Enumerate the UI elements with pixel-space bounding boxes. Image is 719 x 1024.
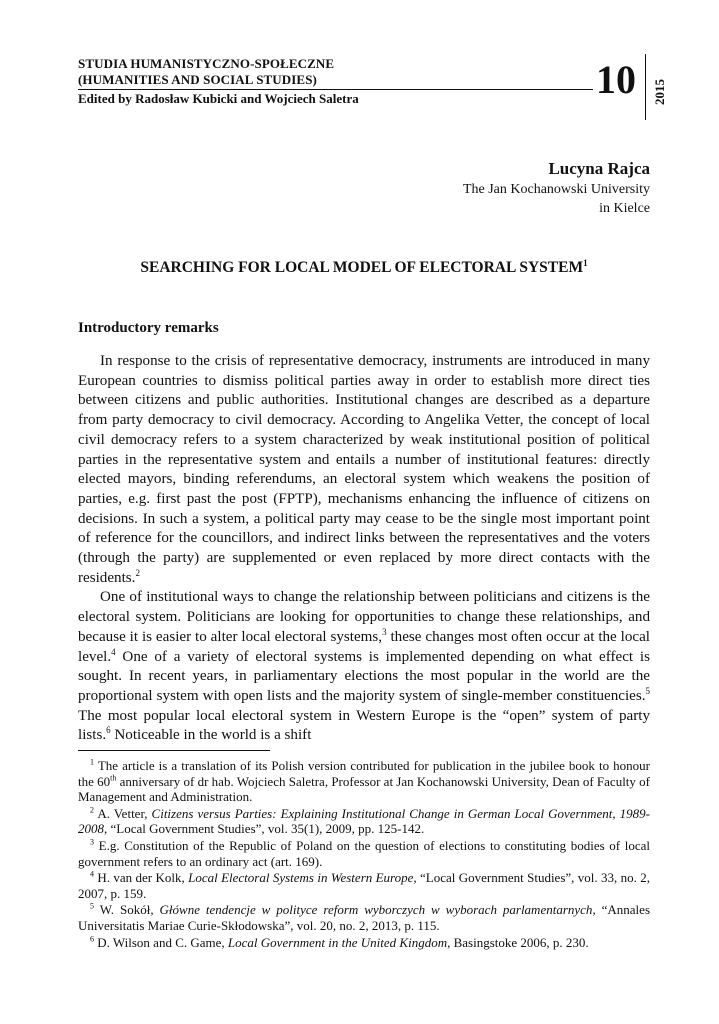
footnote-5-text-b: , “Annales Universitatis Mariae Curie-Skłodowska”, vol. 20, no. 2, 2013, p. 115. <box>78 902 651 933</box>
footnote-3-text: E.g. Constitution of the Republic of Poland on the question of elections to constituting bodies of local government refers to an ordinary act (art. 169). <box>78 837 651 869</box>
issue-divider <box>645 54 646 120</box>
journal-header <box>78 56 598 107</box>
footnote-6-text-b: , Basingstoke 2006, p. 230. <box>447 934 589 950</box>
body-text <box>78 352 650 746</box>
paragraph-2-part-d: The most popular local electoral system in Western Europe is the “open” system of party lists. <box>78 707 650 744</box>
author-name: Lucyna Rajca <box>548 159 650 178</box>
footnote-3 <box>78 838 650 869</box>
footnote-ref-5: 5 <box>645 685 650 696</box>
paragraph-2 <box>78 588 650 746</box>
footnote-ref-4: 4 <box>111 646 116 657</box>
author-block <box>463 158 650 218</box>
paragraph-2-part-b: these changes most often occur at the local level. <box>78 628 650 665</box>
footnote-4-number: 4 <box>90 869 94 879</box>
footnote-1-ordinal: th <box>110 773 117 783</box>
footnote-rule <box>78 750 270 751</box>
footnote-5-text-a: W. Sokół, <box>99 902 160 918</box>
author-affiliation-1: The Jan Kochanowski University <box>462 182 650 197</box>
footnote-2-number: 2 <box>90 805 94 815</box>
footnote-5-title: Główne tendencje w polityce reform wyborczych w wyborach parlamentarnych <box>159 902 593 918</box>
footnote-1-number: 1 <box>90 757 94 767</box>
journal-title-polish: STUDIA HUMANISTYCZNO-SPOŁECZNE <box>78 56 335 71</box>
issue-number: 10 <box>596 57 636 102</box>
editors-line: Edited by Radosław Kubicki and Wojciech Saletra <box>78 91 359 106</box>
journal-title-english: (HUMANITIES AND SOCIAL STUDIES) <box>78 72 317 87</box>
footnote-6-title: Local Government in the United Kingdom <box>227 934 448 950</box>
footnote-1-text-b: anniversary of dr hab. Wojciech Saletra, Professor at Jan Kochanowski University, Dean of Faculty of Management and Administration. <box>78 773 650 805</box>
article-title <box>78 258 650 278</box>
paragraph-2-part-c: One of a variety of electoral systems is implemented depending on what effect is sought. In recent years, in parliamentary elections the most popular in the world are the proportional system with open lists and the majority system of single-member constituencies. <box>78 648 650 704</box>
footnote-4-title: Local Electoral Systems in Western Europe, <box>188 870 417 886</box>
section-heading: Introductory remarks <box>78 320 219 336</box>
paragraph-2-part-e: Noticeable in the world is a shift <box>110 727 312 744</box>
footnote-ref-2: 2 <box>135 567 140 578</box>
issue-year: 2015 <box>652 79 667 105</box>
footnote-2 <box>78 806 650 837</box>
paragraph-1-text: In response to the crisis of representative democracy, instruments are introduced in many European countries to dismiss political parties away in order to establish more direct ties between citizens and public authorities. Institutional changes are described as a departure from party democracy to civil democracy. According to Angelika Vetter, the concept of local civil democracy refers to a system characterized by weak institutional position of political parties in the representative system and entails a number of institutional features: directly elected mayors, binding referendums, an electoral system which weakens the position of parties, e.g. first past the post (FPTP), mechanisms enhancing the influence of citizens on decisions. In such a system, a political party may cease to be the single most important point of reference for the councillors, and indirect links between the representatives and the voters (through the party) are supplemented or even replaced by more direct contacts with the residents. <box>78 353 650 586</box>
footnote-4-text-a: H. van der Kolk, <box>97 870 189 886</box>
footnote-ref-3: 3 <box>382 626 387 637</box>
paragraph-2-part-a: One of institutional ways to change the relationship between politicians and citizens is the electoral system. Politicians are looking for opportunities to change these relationships, and because it is easier to alter local electoral systems, <box>78 589 650 645</box>
footnote-3-number: 3 <box>90 837 94 847</box>
footnote-6-text-a: D. Wilson and C. Game, <box>97 934 228 950</box>
footnote-4-text-b: “Local Government Studies”, vol. 33, no. 2, 2007, p. 159. <box>78 870 650 901</box>
footnote-ref-1: 1 <box>583 257 588 268</box>
footnote-6-number: 6 <box>90 934 94 944</box>
footnote-2-title: Citizens versus Parties: Explaining Institutional Change in German Local Government, 1989-2008 <box>78 805 650 837</box>
footnote-5-number: 5 <box>90 902 94 912</box>
footnote-6 <box>78 935 650 951</box>
paragraph-1 <box>78 352 650 588</box>
footnote-2-text-a: A. Vetter, <box>97 805 152 821</box>
footnote-2-text-b: , “Local Government Studies”, vol. 35(1), 2009, pp. 125-142. <box>104 821 425 837</box>
footnote-5 <box>78 902 650 933</box>
author-affiliation-2: in Kielce <box>599 201 650 216</box>
article-title-text: SEARCHING FOR LOCAL MODEL OF ELECTORAL SYSTEM <box>140 259 584 276</box>
footnote-ref-6: 6 <box>106 725 111 736</box>
header-rule <box>78 89 593 90</box>
footnote-1-text-a: The article is a translation of its Polish version contributed for publication in the jubilee book to honour the 60 <box>78 758 651 789</box>
footnote-1 <box>78 758 650 805</box>
footnote-4 <box>78 870 650 901</box>
footnotes <box>78 758 650 951</box>
